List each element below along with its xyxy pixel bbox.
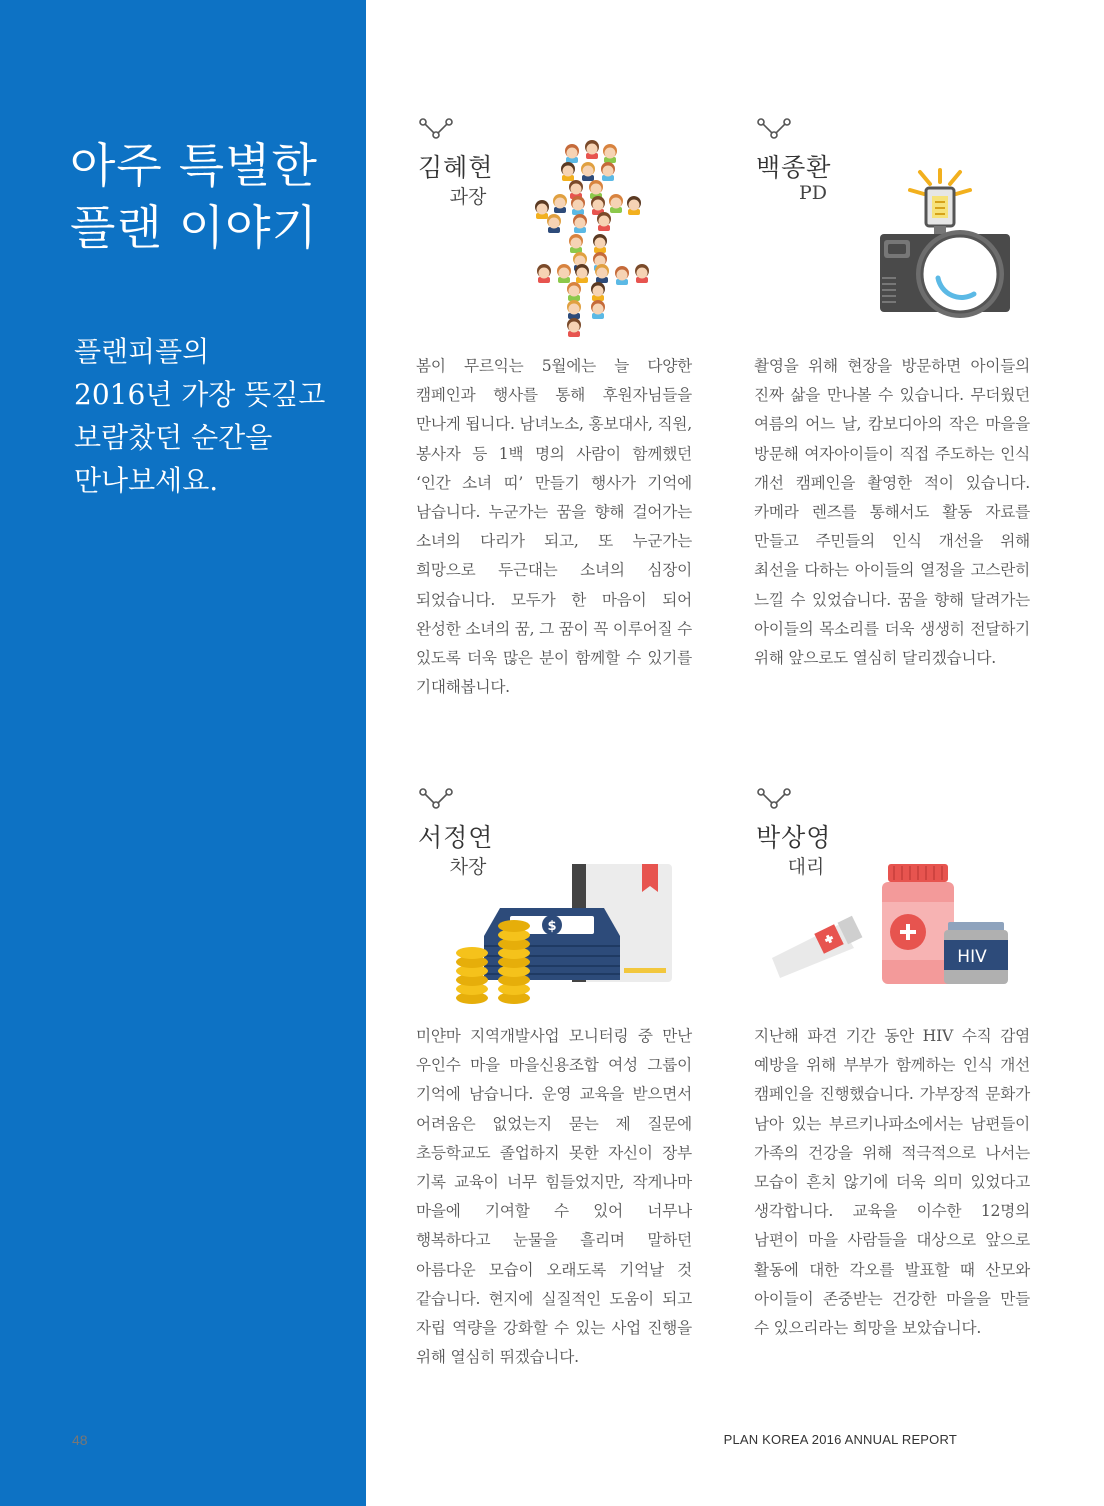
page-subtitle — [74, 330, 364, 502]
story-text: 촬영을 위해 현장을 방문하면 아이들의 진짜 삶을 만나볼 수 있습니다. 무더웠던 여름의 어느 날, 캄보디아의 작은 마을을 방문해 여자아이들이 직접 주도하는 인식 개선 캠페인을 촬영한 적이 있습니다. 카메라 렌즈를 통해서도 활동 자료를 만들고 주민들의 인식 개선을 위해 최선을 다하는 아이들의 열정을 고스란히 느낄 수 있었습니다. 꿈을 향해 달려가는 아이들의 목소리를 더욱 생생히 전달하기 위해 앞으로도 열심히 달리겠습니다. — [754, 357, 1030, 668]
child-figure — [589, 180, 603, 199]
story-card — [416, 118, 706, 718]
page-title — [70, 136, 360, 260]
story-card — [754, 788, 1044, 1388]
child-figure — [561, 162, 575, 181]
person-name: 김혜현 — [418, 153, 494, 182]
person-role: 차장 — [449, 856, 487, 878]
connector-icon — [419, 788, 453, 810]
child-figure — [627, 196, 641, 215]
child-figure — [547, 214, 561, 233]
subtitle-line: 플랜피플의 — [74, 335, 210, 368]
child-figure — [593, 234, 607, 253]
child-figure — [553, 194, 567, 213]
connector-icon — [757, 118, 791, 140]
story-card — [754, 118, 1044, 718]
sidebar-panel — [0, 0, 366, 1506]
coin — [456, 947, 488, 959]
person-role: 대리 — [787, 856, 825, 878]
svg-text:$: $ — [547, 919, 557, 934]
subtitle-line: 보람찼던 순간을 — [74, 421, 273, 454]
story-text: 봄이 무르익는 5월에는 늘 다양한 캠페인과 행사를 통해 후원자님들을 만나게 됩니다. 남녀노소, 홍보대사, 직원, 봉사자 등 1백 명의 사람이 함께했던 ‘인간 소녀 띠’ 만들기 행사가 기억에 남습니다. 누군가는 꿈을 향해 걸어가는 소녀의 다리가 되고, 또 누군가는 희망으로 두근대는 소녀의 심장이 되었습니다. 모두가 한 마음이 되어 완성한 소녀의 꿈, 그 꿈이 꼭 이루어질 수 있도록 더욱 많은 분이 함께할 수 있기를 기대해봅니다. — [416, 357, 692, 697]
subtitle-line: 2016년 가장 뜻깊고 — [74, 378, 326, 411]
child-figure — [591, 282, 605, 301]
child-figure — [557, 264, 571, 283]
child-figure — [597, 212, 611, 231]
child-figure — [565, 144, 579, 163]
child-figure — [595, 264, 609, 283]
child-figure — [569, 234, 583, 253]
child-figure — [567, 282, 581, 301]
title-line: 플랜 이야기 — [70, 201, 318, 256]
story-card — [416, 788, 706, 1388]
child-figure — [537, 264, 551, 283]
connector-icon — [757, 788, 791, 810]
child-figure — [591, 300, 605, 319]
person-role: PD — [798, 182, 828, 204]
child-figure — [615, 266, 629, 285]
money-ledger-icon — [454, 862, 678, 1008]
child-figure — [569, 180, 583, 199]
connector-icon — [419, 118, 453, 140]
story-text: 지난해 파견 기간 동안 HIV 수직 감염 예방을 위해 부부가 함께하는 인식 개선 캠페인을 진행했습니다. 가부장적 문화가 남아 있는 부르키나파소에서는 남편들이 가족의 건강을 위해 적극적으로 나서는 모습이 흔치 않기에 더욱 의미 있었다고 생각합니다. 교육을 이수한 12명의 남편이 마을 사람들을 대상으로 앞으로 활동에 대한 각오를 발표할 때 산모와 아이들이 존중받는 건강한 마을을 만들 수 있으리라는 희망을 보았습니다. — [754, 1027, 1030, 1338]
coin — [498, 920, 530, 932]
child-figure — [581, 162, 595, 181]
child-figure — [585, 140, 599, 159]
hiv-label: HIV — [957, 947, 987, 967]
child-figure — [575, 264, 589, 283]
child-figure — [535, 200, 549, 219]
medicine-icon — [768, 862, 1008, 986]
child-figure — [601, 162, 615, 181]
child-figure — [635, 264, 649, 283]
report-title: PLAN KOREA 2016 ANNUAL REPORT — [723, 1432, 957, 1447]
child-figure — [573, 214, 587, 233]
story-text: 미얀마 지역개발사업 모니터링 중 만난 우인수 마을 마을신용조합 여성 그룹이 기억에 남습니다. 운영 교육을 받으면서 어려움은 없었는지 묻는 제 질문에 초등학교도 졸업하지 못한 자신이 장부 기록 교육이 너무 힘들었지만, 작게나마 마을에 기여할 수 있어 너무나 행복하다고 눈물을 흘리며 말하던 아름다운 모습이 오래도록 기억날 것 같습니다. 현지에 실질적인 도움이 되고 자립 역량을 강화할 수 있는 사업 진행을 위해 열심히 뛰겠습니다. — [416, 1027, 692, 1367]
child-figure — [571, 196, 585, 215]
child-figure — [567, 300, 581, 319]
camera-icon — [878, 166, 1018, 322]
subtitle-line: 만나보세요. — [74, 464, 219, 497]
child-figure — [603, 144, 617, 163]
child-figure — [609, 194, 623, 213]
person-name: 서정연 — [418, 823, 494, 852]
person-name: 백종환 — [756, 153, 832, 182]
person-role: 과장 — [449, 186, 487, 208]
person-name: 박상영 — [756, 823, 832, 852]
child-figure — [567, 318, 581, 337]
children-shape-icon — [524, 140, 674, 340]
page-number: 48 — [72, 1432, 88, 1448]
title-line: 아주 특별한 — [70, 139, 318, 194]
